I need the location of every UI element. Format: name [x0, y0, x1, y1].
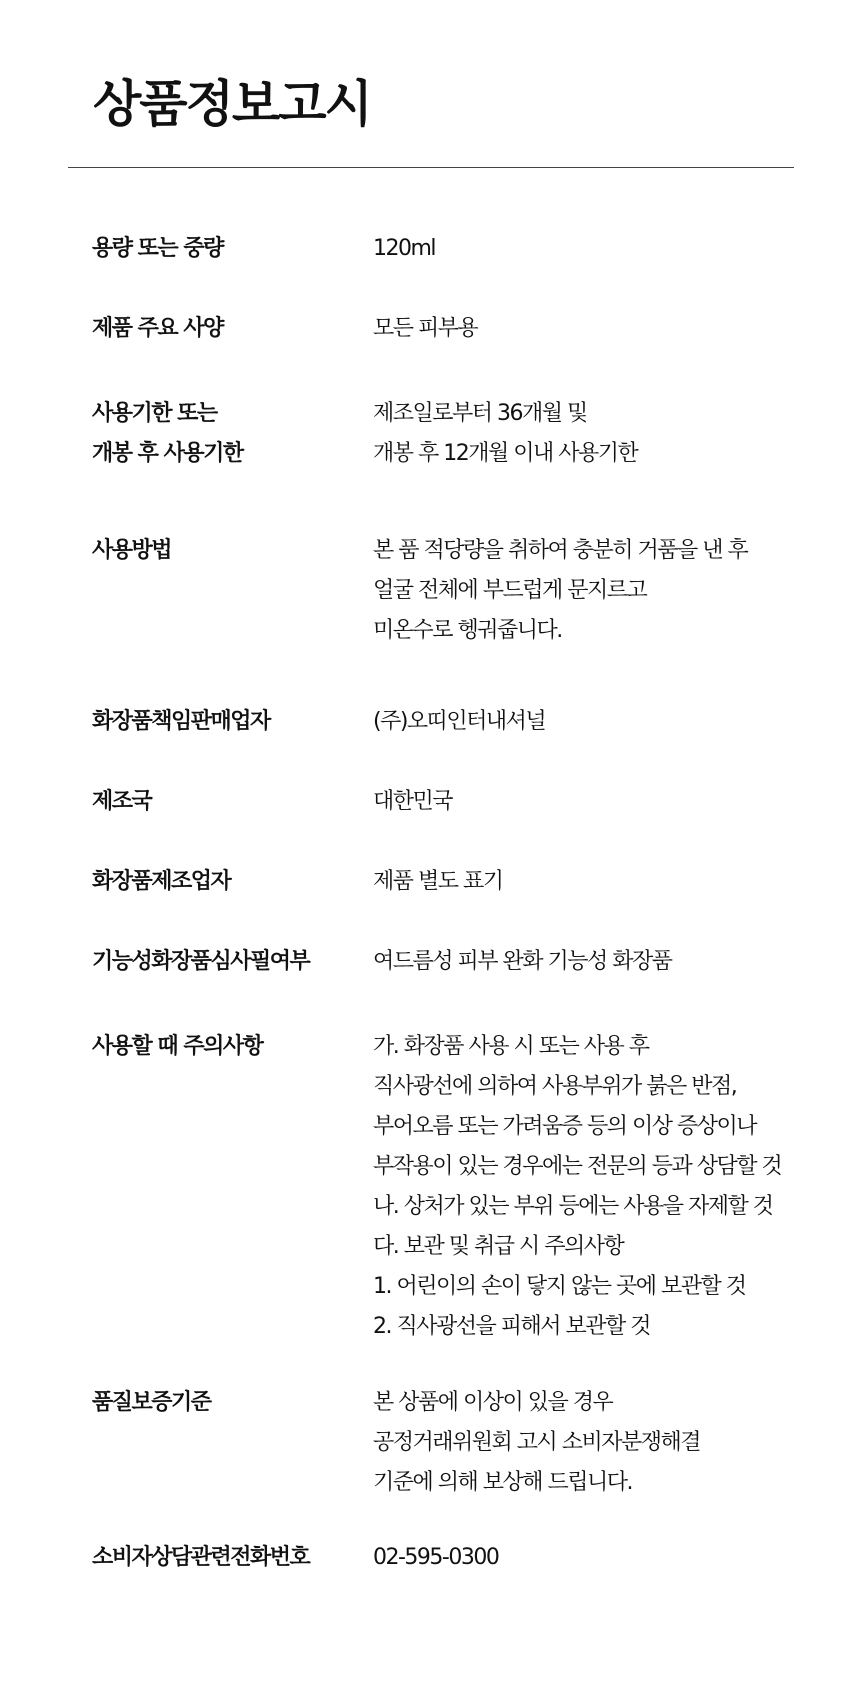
row-value	[373, 782, 813, 822]
row-label	[92, 229, 362, 269]
label-line: 개봉 후 사용기한	[92, 441, 243, 466]
value-line: 제품 별도 표기	[373, 869, 503, 894]
value-line: 본 상품에 이상이 있을 경우	[373, 1390, 613, 1415]
row-label	[92, 394, 362, 474]
row-value	[373, 394, 813, 474]
label-line: 제품 주요 사양	[92, 316, 223, 341]
row-value	[373, 942, 813, 982]
label-line: 화장품책임판매업자	[92, 709, 270, 734]
label-line: 사용방법	[92, 538, 172, 563]
page-title: 상품정보고시	[93, 75, 371, 133]
row-value	[373, 229, 813, 269]
row-value	[373, 309, 813, 349]
value-line: 120ml	[373, 236, 436, 261]
row-value	[373, 1027, 813, 1347]
label-line: 용량 또는 중량	[92, 236, 223, 261]
row-label	[92, 531, 362, 571]
row-label	[92, 782, 362, 822]
row-value	[373, 531, 813, 651]
row-value	[373, 1538, 813, 1578]
row-label	[92, 1383, 362, 1423]
value-line: 1. 어린이의 손이 닿지 않는 곳에 보관할 것	[373, 1274, 746, 1299]
value-line: 공정거래위원회 고시 소비자분쟁해결	[373, 1430, 701, 1455]
value-line: 얼굴 전체에 부드럽게 문지르고	[373, 578, 647, 603]
value-line: 제조일로부터 36개월 및	[373, 401, 587, 426]
value-line: 부어오름 또는 가려움증 등의 이상 증상이나	[373, 1114, 757, 1139]
value-line: 모든 피부용	[373, 316, 478, 341]
value-line: 부작용이 있는 경우에는 전문의 등과 상담할 것	[373, 1154, 782, 1179]
value-line: 기준에 의해 보상해 드립니다.	[373, 1470, 632, 1495]
label-line: 사용기한 또는	[92, 401, 217, 426]
value-line: 2. 직사광선을 피해서 보관할 것	[373, 1314, 650, 1339]
value-line: (주)오띠인터내셔널	[373, 709, 546, 734]
row-label	[92, 1027, 362, 1067]
row-value	[373, 702, 813, 742]
value-line: 다. 보관 및 취급 시 주의사항	[373, 1234, 624, 1259]
value-line: 여드름성 피부 완화 기능성 화장품	[373, 949, 672, 974]
label-line: 화장품제조업자	[92, 869, 231, 894]
label-line: 품질보증기준	[92, 1390, 211, 1415]
label-line: 소비자상담관련전화번호	[92, 1545, 310, 1570]
title-divider	[68, 167, 794, 168]
label-line: 사용할 때 주의사항	[92, 1034, 263, 1059]
value-line: 대한민국	[373, 789, 453, 814]
value-line: 가. 화장품 사용 시 또는 사용 후	[373, 1034, 649, 1059]
row-label	[92, 1538, 362, 1578]
row-value	[373, 862, 813, 902]
value-line: 미온수로 헹궈줍니다.	[373, 618, 562, 643]
label-line: 제조국	[92, 789, 152, 814]
label-line: 기능성화장품심사필여부	[92, 949, 310, 974]
row-label	[92, 702, 362, 742]
value-line: 나. 상처가 있는 부위 등에는 사용을 자제할 것	[373, 1194, 773, 1219]
row-label	[92, 942, 362, 982]
value-line: 개봉 후 12개월 이내 사용기한	[373, 441, 638, 466]
row-label	[92, 309, 362, 349]
row-label	[92, 862, 362, 902]
value-line: 직사광선에 의하여 사용부위가 붉은 반점,	[373, 1074, 737, 1099]
row-value	[373, 1383, 813, 1503]
value-line: 02-595-0300	[373, 1545, 499, 1570]
value-line: 본 품 적당량을 취하여 충분히 거품을 낸 후	[373, 538, 748, 563]
